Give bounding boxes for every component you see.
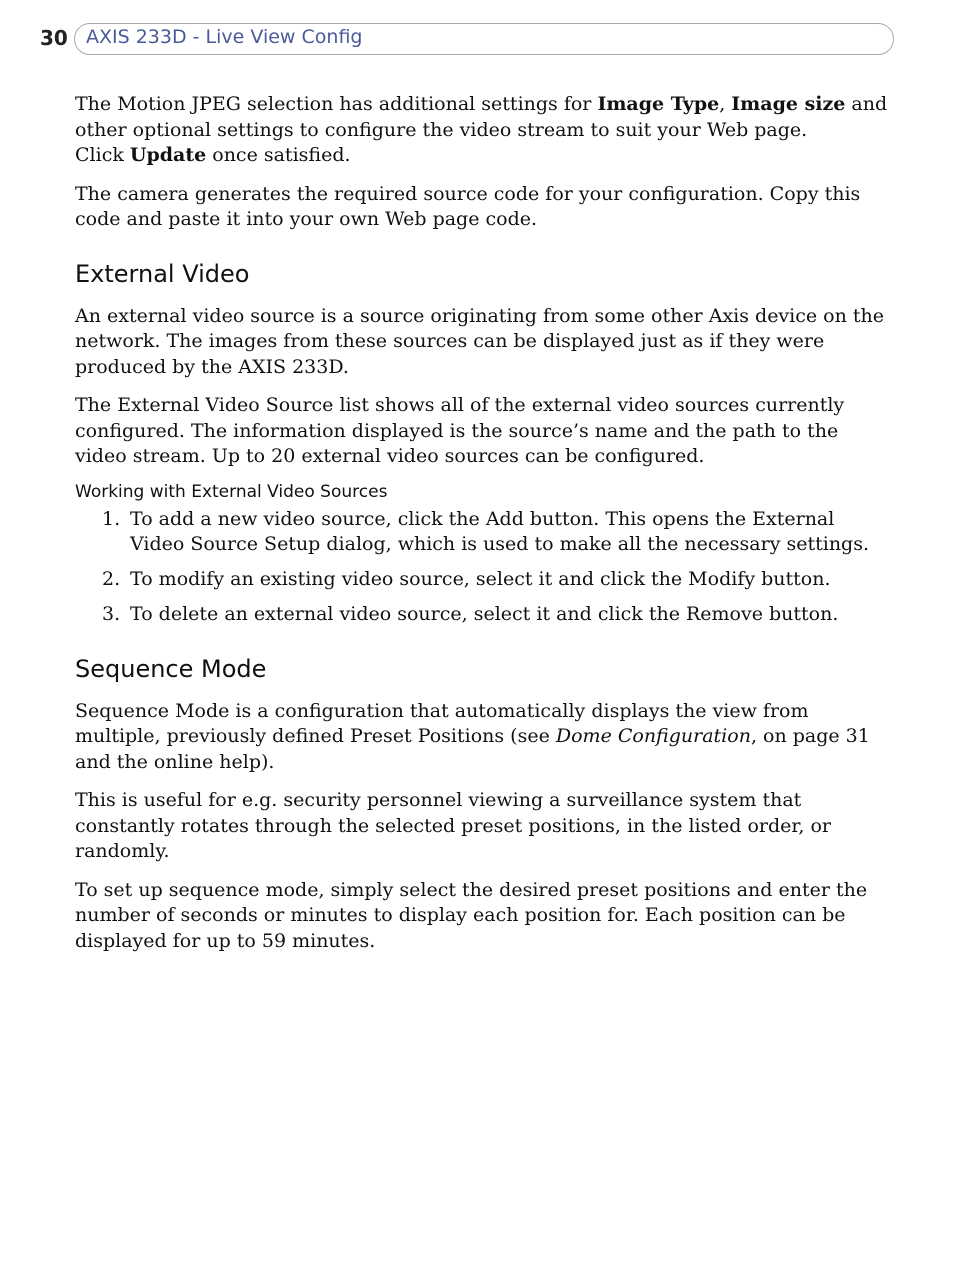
external-video-heading: External Video [75,259,250,288]
page-content [75,92,889,967]
external-video-paragraph-1: An external video source is a source originating from some other Axis device on the network. The images from these sources can be displayed just as if they were produced by the AXIS 233D. [75,304,885,378]
intro-paragraph-1: The Motion JPEG selection has additional settings for Image Type, Image size and other optional settings to configure the video stream to suit your Web page. Click Update once satisfied. [75,93,888,166]
sequence-mode-paragraph-2: This is useful for e.g. security personnel viewing a surveillance system that constantly rotates through the selected preset positions, in the listed order, or randomly. [75,789,831,862]
external-video-subheading: Working with External Video Sources [75,481,388,502]
header-title: AXIS 233D - Live View Config [86,26,363,48]
external-video-steps [75,507,889,628]
intro-paragraph-2: The camera generates the required source code for your configuration. Copy this code and paste it into your own Web page code. [75,182,861,230]
list-item: 1. To add a new video source, click the Add button. This opens the External Video Source Setup dialog, which is used to make all the necessary settings. [102,507,870,555]
list-item: 3. To delete an external video source, select it and click the Remove button. [102,603,839,625]
page-number: 30 [40,26,68,50]
sequence-mode-heading: Sequence Mode [75,654,267,683]
list-item: 2. To modify an existing video source, select it and click the Modify button. [102,568,831,590]
sequence-mode-paragraph-3: To set up sequence mode, simply select the desired preset positions and enter the number of seconds or minutes to display each position for. Each position can be displayed for up to 59 minutes. [75,878,868,952]
sequence-mode-paragraph-1: Sequence Mode is a configuration that automatically displays the view from multiple, previously defined Preset Positions (see Dome Configuration, on page 31 and the online help). [75,699,870,773]
external-video-paragraph-2: The External Video Source list shows all of the external video sources currently configured. The information displayed is the source’s name and the path to the video stream. Up to 20 external video sources can be configured. [75,394,845,467]
page-header [0,0,954,70]
